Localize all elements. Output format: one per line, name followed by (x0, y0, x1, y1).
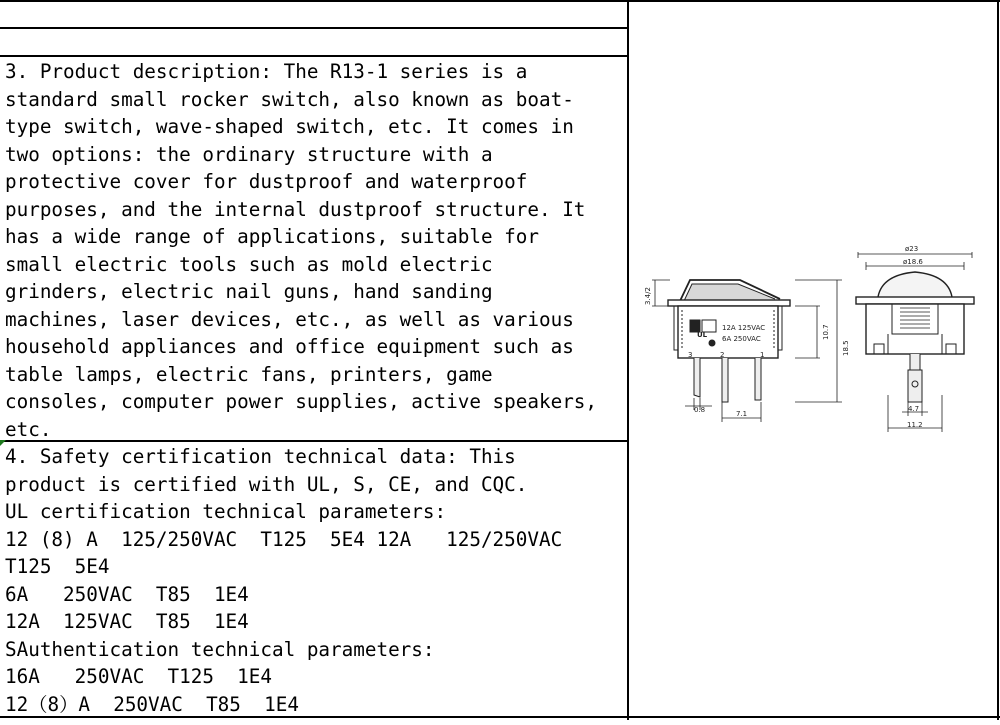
pin-label-3: 3 (688, 351, 693, 359)
column-divider (627, 0, 629, 720)
safety-line: T125 5E4 (5, 555, 110, 578)
dimension-label-107: 10.7 (822, 324, 830, 340)
description-line: two options: the ordinary structure with a (5, 142, 493, 166)
safety-line: UL certification technical parameters: (5, 500, 447, 523)
description-line: machines, laser devices, etc., as well as various (5, 307, 574, 331)
cell-comment-marker (0, 440, 6, 446)
dimension-label-d186: ø18.6 (903, 258, 923, 266)
safety-line: 12 (8) A 125/250VAC T125 5E4 12A 125/250VAC (5, 527, 563, 551)
rating-label-6a: 6A 250VAC (722, 335, 761, 343)
description-line: table lamps, electric fans, printers, game (5, 362, 493, 386)
product-description-cell (0, 58, 628, 440)
safety-line: 4. Safety certification technical data: This (5, 445, 516, 468)
description-line: has a wide range of applications, suitable for (5, 225, 539, 248)
safety-line: SAuthentication technical parameters: (5, 637, 435, 661)
description-line: 3. Product description: The R13-1 series is a (5, 60, 528, 83)
description-line: household appliances and office equipment such as (5, 335, 574, 358)
row-divider-1 (0, 27, 628, 29)
description-line: small electric tools such as mold electric (5, 252, 493, 276)
row-divider-3 (0, 440, 628, 442)
row-divider-2 (0, 55, 628, 57)
description-line: consoles, computer power supplies, active speakers, (5, 390, 598, 413)
description-line: etc. (5, 417, 52, 440)
product-category-cell (0, 2, 628, 28)
side-view (652, 280, 842, 422)
dimension-label-47: 4.7 (908, 405, 920, 413)
description-line: purposes, and the internal dustproof structure. It (5, 197, 586, 221)
description-line: type switch, wave-shaped switch, etc. It comes in (5, 115, 574, 138)
model-cell (0, 30, 628, 56)
dimension-label-112: 11.2 (907, 421, 923, 429)
safety-line: product is certified with UL, S, CE, and CQC. (5, 472, 528, 496)
rating-label-12a: 12A 125VAC (722, 324, 766, 332)
safety-line: 12A 125VAC T85 1E4 (5, 610, 249, 633)
description-line: grinders, electric nail guns, hand sanding (5, 280, 493, 303)
safety-line: 16A 250VAC T125 1E4 (5, 665, 272, 688)
dimension-label-185: 18.5 (842, 340, 850, 356)
description-line: protective cover for dustproof and waterproof (5, 170, 528, 193)
pin-label-2: 2 (720, 351, 725, 359)
safety-line: 6A 250VAC T85 1E4 (5, 582, 249, 606)
ul-mark-text: UL (697, 331, 708, 339)
switch-drawing (630, 0, 1000, 720)
safety-certification-cell (0, 443, 628, 720)
pin-label-1: 1 (760, 351, 765, 359)
technical-drawing-cell (630, 0, 1000, 720)
description-line: standard small rocker switch, also known as boat- (5, 87, 574, 111)
safety-line: 12（8）A 250VAC T85 1E4 (5, 692, 299, 716)
dimension-label-d23: ø23 (905, 245, 919, 253)
dimension-label-71: 7.1 (736, 410, 748, 418)
dimension-label-08: 0.8 (694, 406, 706, 414)
dimension-label-top-left: 3.4/2 (644, 287, 652, 305)
